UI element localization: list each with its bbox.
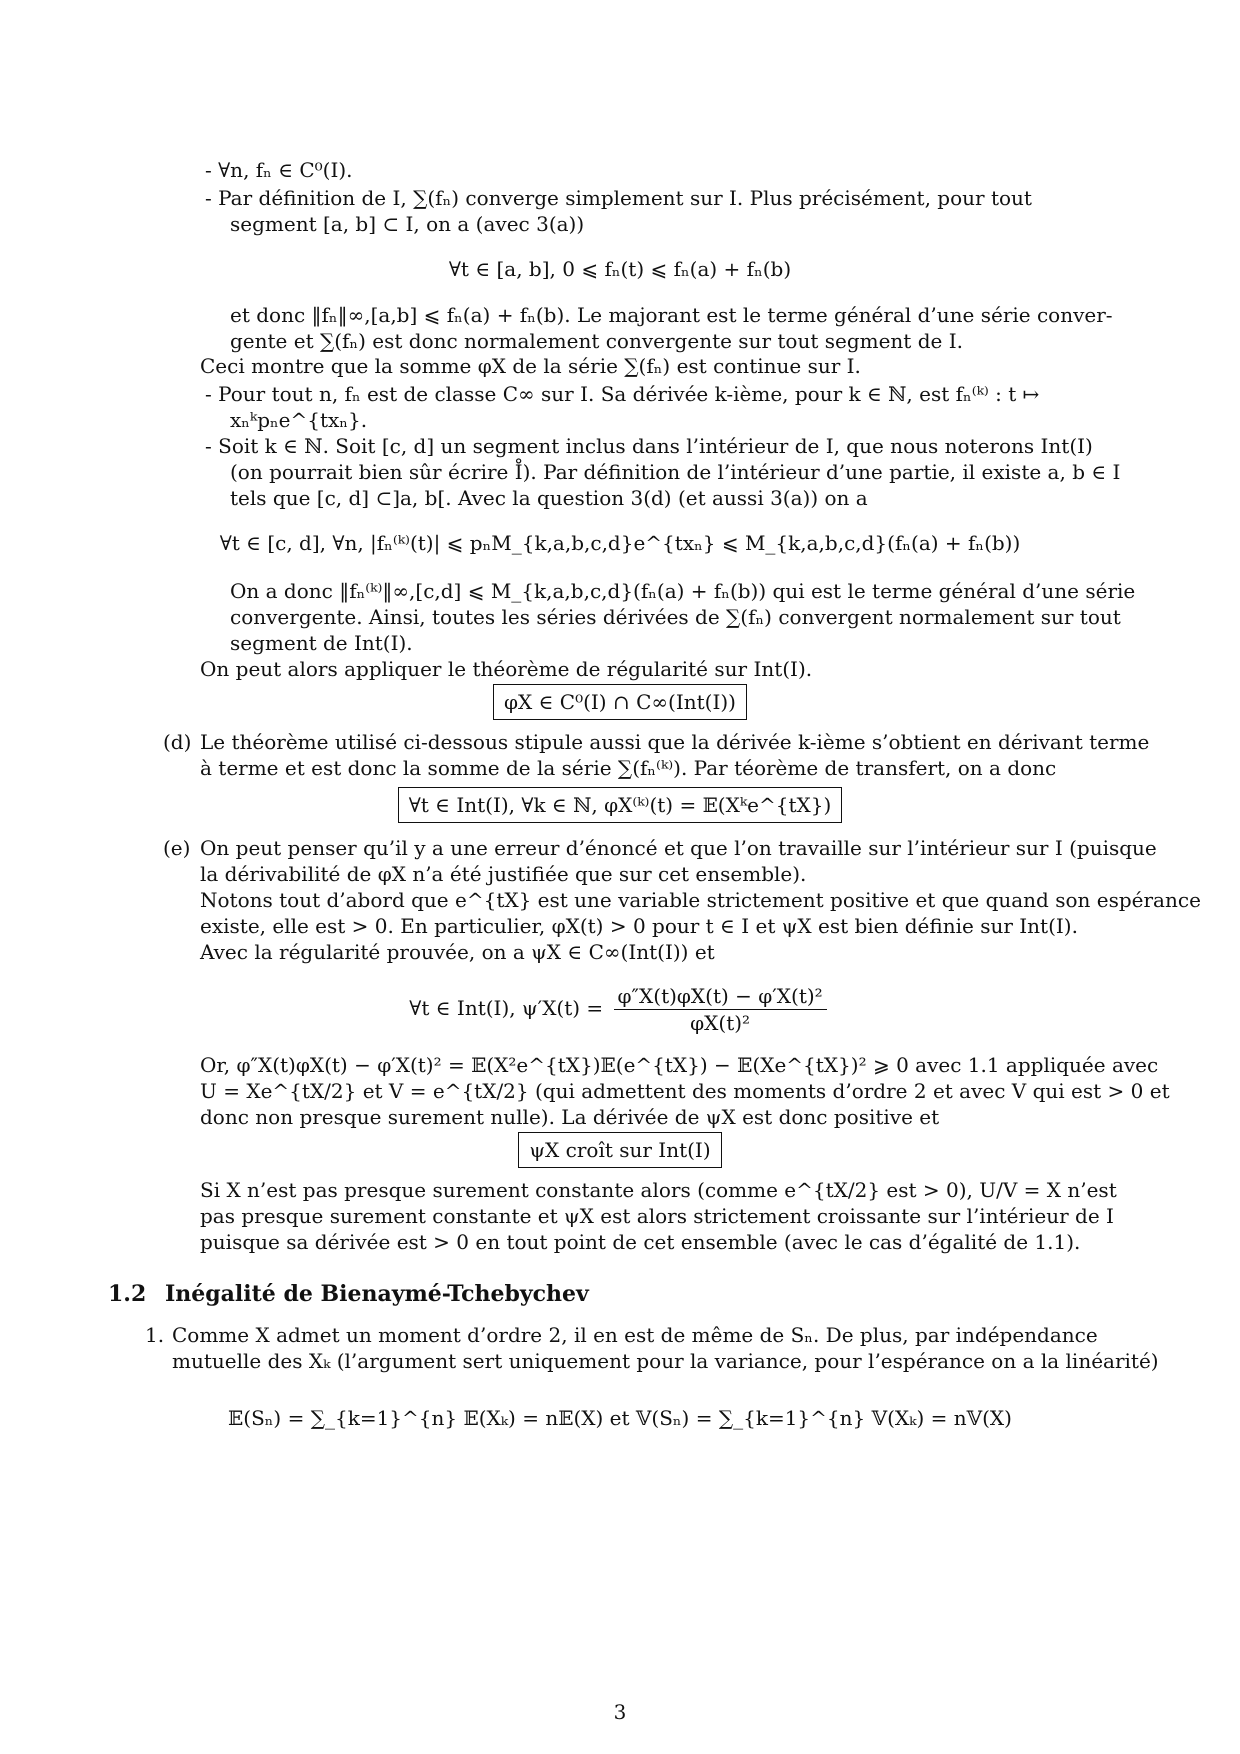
equation-psi-numerator: φ″X(t)φX(t) − φ′X(t)² <box>614 983 827 1010</box>
boxed-result-derivatives-wrap <box>0 787 1240 823</box>
item-1-line2: mutuelle des Xₖ (l’argument sert uniquement pour la variance, pour l’espérance on a la linéarité) <box>172 1349 1159 1373</box>
equation-derivative-bound: ∀t ∈ [c, d], ∀n, |fₙ⁽ᵏ⁾(t)| ⩽ pₙM_{k,a,b,c,d}e^{txₙ} ⩽ M_{k,a,b,c,d}(fₙ(a) + fₙ(b)) <box>219 531 1021 555</box>
item-1-label: 1. <box>145 1323 165 1347</box>
section-number: 1.2 <box>108 1281 147 1307</box>
boxed-result-psi-wrap <box>0 1132 1240 1168</box>
item-e-line4: existe, elle est > 0. En particulier, φX(t) > 0 pour t ∈ I et ψX est bien définie sur Int(I). <box>200 914 1078 938</box>
bullet-derivative-series-line3: segment de Int(I). <box>230 631 413 655</box>
item-1-line1: Comme X admet un moment d’ordre 2, il en est de même de Sₙ. De plus, par indépendance <box>172 1323 1098 1347</box>
bullet-segment-line3: tels que [c, d] ⊂]a, b[. Avec la question 3(d) (et aussi 3(a)) on a <box>230 486 868 510</box>
bullet-segment-line2: (on pourrait bien sûr écrire I̊). Par définition de l’intérieur d’une partie, il existe a, b ∈ I <box>230 460 1121 484</box>
item-e-line9: Si X n’est pas presque surement constante alors (comme e^{tX/2} est > 0), U/V = X n’est <box>200 1178 1117 1202</box>
equation-psi-left: ∀t ∈ Int(I), ψ′X(t) = <box>409 996 604 1020</box>
equation-bound-ab: ∀t ∈ [a, b], 0 ⩽ fₙ(t) ⩽ fₙ(a) + fₙ(b) <box>448 257 792 281</box>
paragraph-regularity-theorem: On peut alors appliquer le théorème de régularité sur Int(I). <box>200 657 813 681</box>
boxed-result-regularity-wrap <box>0 684 1240 720</box>
bullet-simple-convergence-line1: - Par définition de I, ∑(fₙ) converge simplement sur I. Plus précisément, pour tout <box>205 186 1032 210</box>
item-e-line11: puisque sa dérivée est > 0 en tout point de cet ensemble (avec le cas d’égalité de 1.1). <box>200 1230 1081 1254</box>
item-d-line1: Le théorème utilisé ci-dessous stipule aussi que la dérivée k-ième s’obtient en dérivant terme <box>200 730 1150 754</box>
item-d-label: (d) <box>163 730 192 754</box>
equation-psi-derivative <box>0 983 1240 1036</box>
equation-expectation-variance: 𝔼(Sₙ) = ∑_{k=1}^{n} 𝔼(Xₖ) = n𝔼(X) et 𝕍(Sₙ) = ∑_{k=1}^{n} 𝕍(Xₖ) = n𝕍(X) <box>228 1406 1012 1430</box>
section-title: Inégalité de Bienaymé-Tchebychev <box>165 1281 589 1307</box>
bullet-derivative-series-line2: convergente. Ainsi, toutes les séries dérivées de ∑(fₙ) convergent normalement sur tout <box>230 605 1121 629</box>
item-e-line8: donc non presque surement nulle). La dérivée de ψX est donc positive et <box>200 1105 940 1129</box>
bullet-segment-line1: - Soit k ∈ ℕ. Soit [c, d] un segment inclus dans l’intérieur de I, que nous noterons Int(I) <box>205 434 1093 458</box>
item-e-line2: la dérivabilité de φX n’a été justifiée que sur cet ensemble). <box>200 862 807 886</box>
item-e-line5: Avec la régularité prouvée, on a ψX ∈ C∞(Int(I)) et <box>200 940 715 964</box>
page-number: 3 <box>613 1700 627 1724</box>
bullet-derivative-series-line1: On a donc ‖fₙ⁽ᵏ⁾‖∞,[c,d] ⩽ M_{k,a,b,c,d}(fₙ(a) + fₙ(b)) qui est le terme général d’une série <box>230 579 1136 603</box>
paragraph-continuity-conclusion: Ceci montre que la somme φX de la série ∑(fₙ) est continue sur I. <box>200 354 861 378</box>
item-e-line10: pas presque surement constante et ψX est alors strictement croissante sur l’intérieur de I <box>200 1204 1114 1228</box>
boxed-result-psi: ψX croît sur Int(I) <box>518 1132 721 1168</box>
item-e-line1: On peut penser qu’il y a une erreur d’énoncé et que l’on travaille sur l’intérieur sur I (puisque <box>200 836 1157 860</box>
item-e-line3: Notons tout d’abord que e^{tX} est une variable strictement positive et que quand son espérance <box>200 888 1201 912</box>
item-e-line7: U = Xe^{tX/2} et V = e^{tX/2} (qui admettent des moments d’ordre 2 et avec V qui est > 0 et <box>200 1079 1170 1103</box>
item-e-line6: Or, φ″X(t)φX(t) − φ′X(t)² = 𝔼(X²e^{tX})𝔼(e^{tX}) − 𝔼(Xe^{tX})² ⩾ 0 avec 1.1 appliquée avec <box>200 1053 1159 1077</box>
item-d-line2: à terme et est donc la somme de la série ∑(fₙ⁽ᵏ⁾). Par téorème de transfert, on a donc <box>200 756 1057 780</box>
bullet-class-cinf-line1: - Pour tout n, fₙ est de classe C∞ sur I. Sa dérivée k-ième, pour k ∈ ℕ, est fₙ⁽ᵏ⁾ : t ↦ <box>205 382 1040 406</box>
item-e-label: (e) <box>163 836 191 860</box>
bullet-normal-convergence-line2: gente et ∑(fₙ) est donc normalement convergente sur tout segment de I. <box>230 329 963 353</box>
boxed-result-derivatives: ∀t ∈ Int(I), ∀k ∈ ℕ, φX⁽ᵏ⁾(t) = 𝔼(Xᵏe^{tX}) <box>398 787 843 823</box>
bullet-simple-convergence-line2: segment [a, b] ⊂ I, on a (avec 3(a)) <box>230 212 585 236</box>
equation-psi-fraction <box>614 983 827 1036</box>
bullet-continuity: - ∀n, fₙ ∈ C⁰(I). <box>205 158 353 182</box>
equation-psi-denominator: φX(t)² <box>690 1011 751 1035</box>
bullet-class-cinf-line2: xₙᵏpₙe^{txₙ}. <box>230 408 368 432</box>
bullet-normal-convergence-line1: et donc ‖fₙ‖∞,[a,b] ⩽ fₙ(a) + fₙ(b). Le majorant est le terme général d’une série conver- <box>230 303 1113 327</box>
boxed-result-regularity: φX ∈ C⁰(I) ∩ C∞(Int(I)) <box>493 684 747 720</box>
